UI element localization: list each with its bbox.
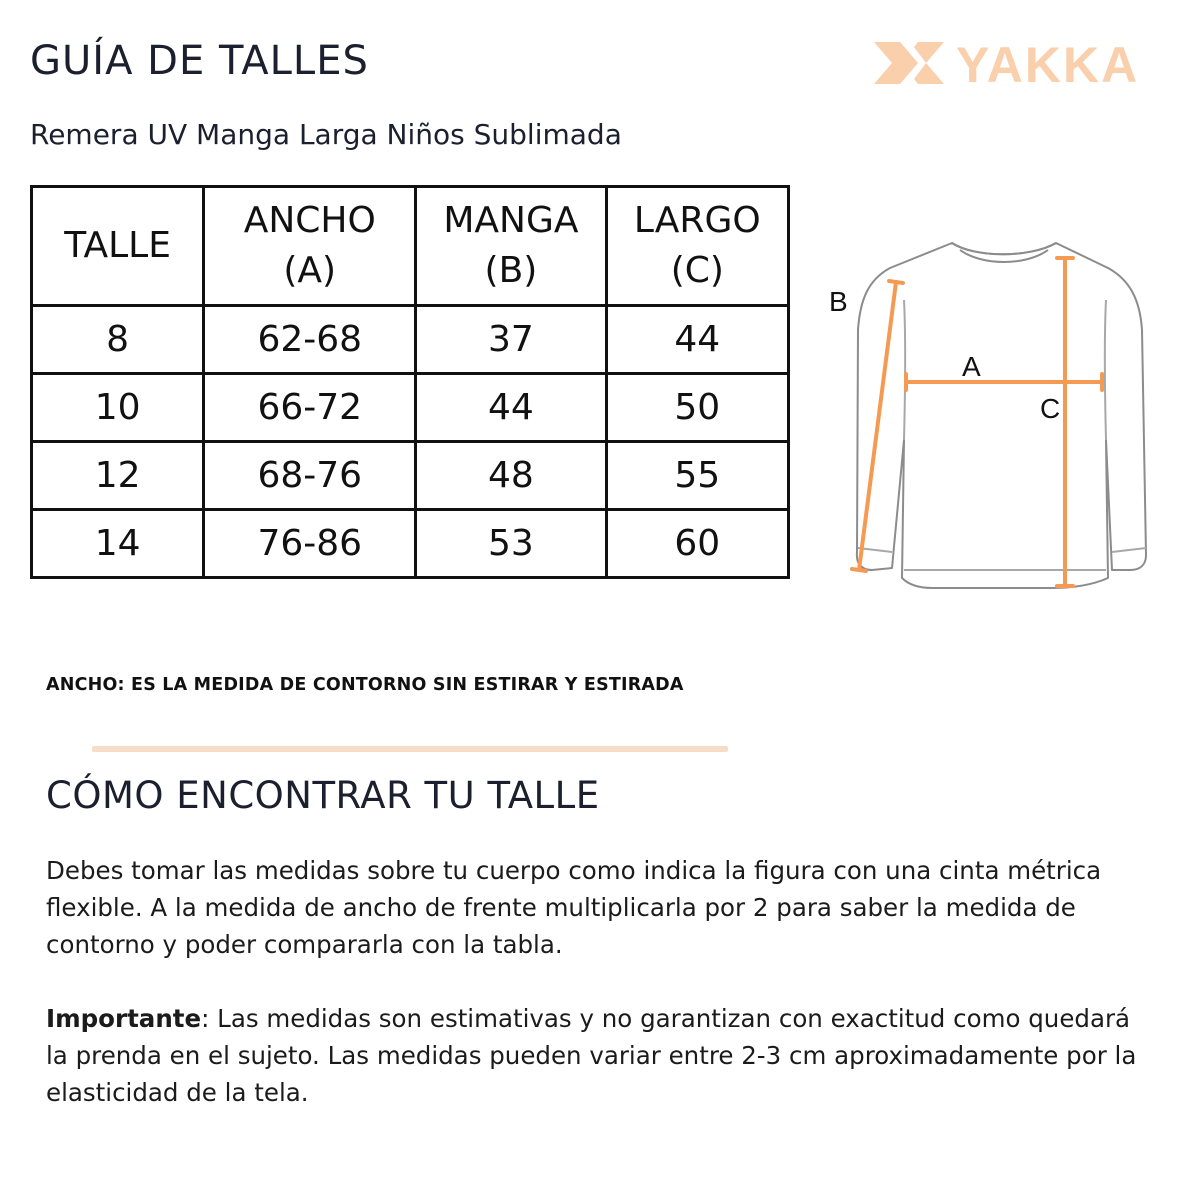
logo-x-mark-icon	[874, 42, 944, 84]
label-b: B	[829, 286, 848, 317]
shirt-measurement-diagram	[826, 230, 1176, 610]
long-sleeve-shirt-icon	[857, 243, 1146, 588]
cell-talle: 10	[32, 374, 204, 442]
cell-talle: 14	[32, 510, 204, 578]
brand-logo	[874, 38, 1170, 88]
important-text: : Las medidas son estimativas y no garantizan con exactitud como quedará la prenda en el sujeto. Las medidas pueden variar entre 2-3 cm aproximadamente por la elasticidad de la tela.	[46, 1004, 1137, 1107]
important-paragraph	[46, 1000, 1156, 1111]
cell-largo: 60	[606, 510, 788, 578]
product-subtitle: Remera UV Manga Larga Niños Sublimada	[30, 118, 622, 151]
cell-largo: 55	[606, 442, 788, 510]
instructions-paragraph: Debes tomar las medidas sobre tu cuerpo como indica la figura con una cinta métrica flexible. A la medida de ancho de frente multiplicarla por 2 para saber la medida de contorno y poder compararla con la tabla.	[46, 856, 1102, 959]
table-row	[32, 510, 789, 578]
how-to-title: CÓMO ENCONTRAR TU TALLE	[46, 774, 600, 817]
table-row	[32, 306, 789, 374]
cell-manga: 53	[416, 510, 606, 578]
label-a: A	[962, 351, 981, 382]
section-divider	[92, 746, 728, 752]
cell-manga: 37	[416, 306, 606, 374]
label-c: C	[1040, 393, 1061, 424]
width-note: ANCHO: ES LA MEDIDA DE CONTORNO SIN ESTIRAR Y ESTIRADA	[46, 675, 684, 695]
header-talle: TALLE	[32, 187, 204, 306]
cell-ancho: 68-76	[204, 442, 416, 510]
header-largo: LARGO (C)	[606, 187, 788, 306]
header-ancho: ANCHO (A)	[204, 187, 416, 306]
cell-ancho: 66-72	[204, 374, 416, 442]
cell-talle: 12	[32, 442, 204, 510]
logo-wordmark: YAKKA	[956, 38, 1140, 88]
cell-ancho: 62-68	[204, 306, 416, 374]
page-title: GUÍA DE TALLES	[30, 38, 369, 84]
table-row	[32, 374, 789, 442]
cell-talle: 8	[32, 306, 204, 374]
cell-largo: 44	[606, 306, 788, 374]
cell-ancho: 76-86	[204, 510, 416, 578]
table-row	[32, 442, 789, 510]
important-label: Importante	[46, 1004, 202, 1033]
table-header-row	[32, 187, 789, 306]
size-table	[30, 185, 790, 579]
header-manga: MANGA (B)	[416, 187, 606, 306]
cell-largo: 50	[606, 374, 788, 442]
cell-manga: 48	[416, 442, 606, 510]
cell-manga: 44	[416, 374, 606, 442]
